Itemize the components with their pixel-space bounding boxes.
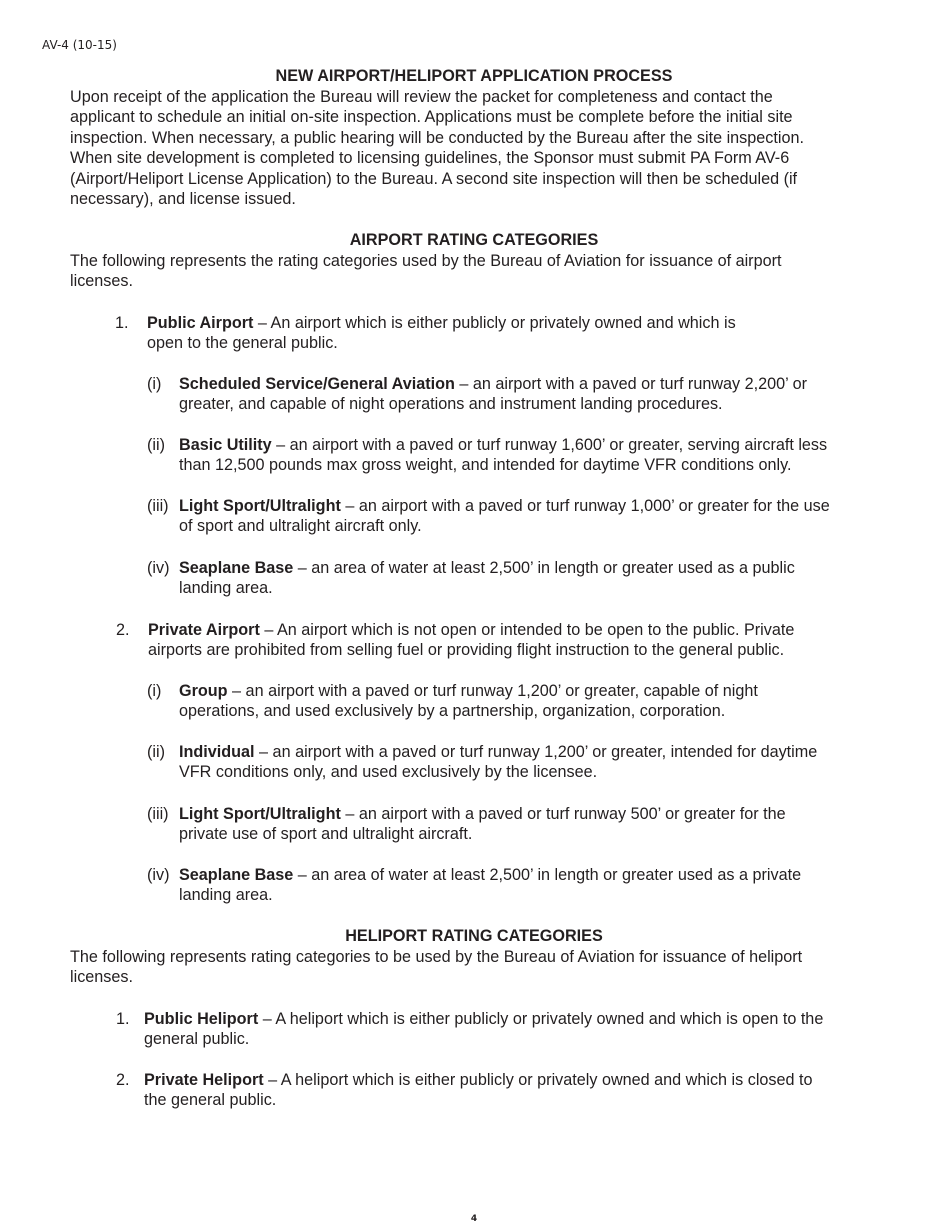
- term: Public Airport: [147, 314, 254, 332]
- roman-numeral: (iii): [147, 497, 169, 515]
- application-process-heading: NEW AIRPORT/HELIPORT APPLICATION PROCESS: [275, 67, 673, 85]
- application-process-paragraph: [70, 87, 880, 209]
- term: Private Airport: [148, 621, 260, 639]
- definition: – An airport which is either publicly or privately owned and which is: [253, 314, 736, 332]
- page-number: 4: [470, 1214, 478, 1224]
- term: Individual: [179, 743, 255, 761]
- definition: landing area.: [179, 579, 273, 598]
- term: Seaplane Base: [179, 559, 294, 577]
- roman-numeral: (ii): [147, 743, 165, 761]
- list-subitem: [147, 435, 879, 476]
- definition: VFR conditions only, and used exclusively by the licensee.: [179, 763, 598, 782]
- list-item-public-heliport: [116, 1009, 904, 1050]
- term: Basic Utility: [179, 436, 272, 454]
- paragraph-line: necessary), and license issued.: [70, 190, 296, 209]
- definition: – an airport with a paved or turf runway 500’ or greater for the: [340, 805, 786, 823]
- paragraph-line: licenses.: [70, 272, 133, 291]
- list-number: 1.: [116, 1010, 130, 1028]
- paragraph-line: When site development is completed to licensing guidelines, the Sponsor must submit PA Form AV-6: [70, 149, 790, 168]
- definition: open to the general public.: [147, 334, 338, 353]
- list-item-private-airport: [116, 620, 888, 661]
- heliport-ratings-intro: [70, 947, 880, 988]
- list-item-private-heliport: [116, 1070, 904, 1111]
- paragraph-line: applicant to schedule an initial on-site inspection. Applications must be complete before the initial site: [70, 108, 793, 127]
- heliport-ratings-heading: HELIPORT RATING CATEGORIES: [345, 927, 603, 945]
- definition: of sport and ultralight aircraft only.: [179, 517, 422, 536]
- list-subitem: [147, 374, 879, 415]
- list-item-public-airport: [115, 313, 887, 354]
- paragraph-line: Upon receipt of the application the Bureau will review the packet for completeness and contact the: [70, 88, 773, 106]
- definition: – an airport with a paved or turf runway 2,200’ or: [454, 375, 808, 393]
- definition: – an area of water at least 2,500’ in length or greater used as a public: [293, 559, 795, 577]
- term: Private Heliport: [144, 1071, 264, 1089]
- list-subitem: [147, 804, 879, 845]
- airport-ratings-heading: AIRPORT RATING CATEGORIES: [349, 231, 599, 249]
- definition: private use of sport and ultralight aircraft.: [179, 825, 473, 844]
- paragraph-line: inspection. When necessary, a public hearing will be conducted by the Bureau after the site inspection.: [70, 128, 804, 147]
- paragraph-line: (Airport/Heliport License Application) to the Bureau. A second site inspection will then be scheduled (if: [70, 169, 798, 188]
- definition: operations, and used exclusively by a partnership, organization, corporation.: [179, 702, 726, 721]
- definition: – an airport with a paved or turf runway 1,600’ or greater, serving aircraft less: [271, 436, 828, 454]
- definition: landing area.: [179, 886, 273, 905]
- roman-numeral: (i): [147, 682, 162, 700]
- term: Public Heliport: [144, 1010, 259, 1028]
- list-number: 2.: [116, 1071, 130, 1089]
- paragraph-line: The following represents the rating categories used by the Bureau of Aviation for issuance of airport: [70, 252, 782, 270]
- definition: – An airport which is not open or intended to be open to the public. Private: [259, 621, 795, 639]
- definition: – an area of water at least 2,500’ in length or greater used as a private: [293, 866, 802, 884]
- list-subitem: [147, 742, 879, 783]
- definition: the general public.: [144, 1091, 277, 1110]
- definition: – an airport with a paved or turf runway 1,200’ or greater, capable of night: [227, 682, 758, 700]
- term: Light Sport/Ultralight: [179, 497, 341, 515]
- term: Scheduled Service/General Aviation: [179, 375, 455, 393]
- definition: airports are prohibited from selling fuel or providing flight instruction to the general public.: [148, 641, 785, 660]
- definition: – A heliport which is either publicly or privately owned and which is closed to: [263, 1071, 813, 1089]
- form-code: AV-4 (10-15): [42, 38, 117, 52]
- roman-numeral: (iv): [147, 866, 170, 884]
- paragraph-line: The following represents rating categories to be used by the Bureau of Aviation for issuance of heliport: [70, 948, 803, 966]
- definition: than 12,500 pounds max gross weight, and intended for daytime VFR conditions only.: [179, 456, 792, 475]
- roman-numeral: (i): [147, 375, 162, 393]
- list-subitem: [147, 496, 879, 537]
- list-number: 2.: [116, 621, 130, 639]
- definition: general public.: [144, 1030, 250, 1049]
- roman-numeral: (ii): [147, 436, 165, 454]
- roman-numeral: (iii): [147, 805, 169, 823]
- roman-numeral: (iv): [147, 559, 170, 577]
- list-subitem: [147, 865, 879, 906]
- definition: greater, and capable of night operations and instrument landing procedures.: [179, 395, 723, 414]
- term: Seaplane Base: [179, 866, 294, 884]
- definition: – A heliport which is either publicly or privately owned and which is open to the: [258, 1010, 824, 1028]
- term: Light Sport/Ultralight: [179, 805, 341, 823]
- definition: – an airport with a paved or turf runway 1,000’ or greater for the use: [340, 497, 830, 515]
- term: Group: [179, 682, 228, 700]
- definition: – an airport with a paved or turf runway 1,200’ or greater, intended for daytime: [254, 743, 818, 761]
- list-number: 1.: [115, 314, 129, 332]
- list-subitem: [147, 681, 879, 722]
- list-subitem: [147, 558, 879, 599]
- airport-ratings-intro: [70, 251, 880, 292]
- paragraph-line: licenses.: [70, 968, 133, 987]
